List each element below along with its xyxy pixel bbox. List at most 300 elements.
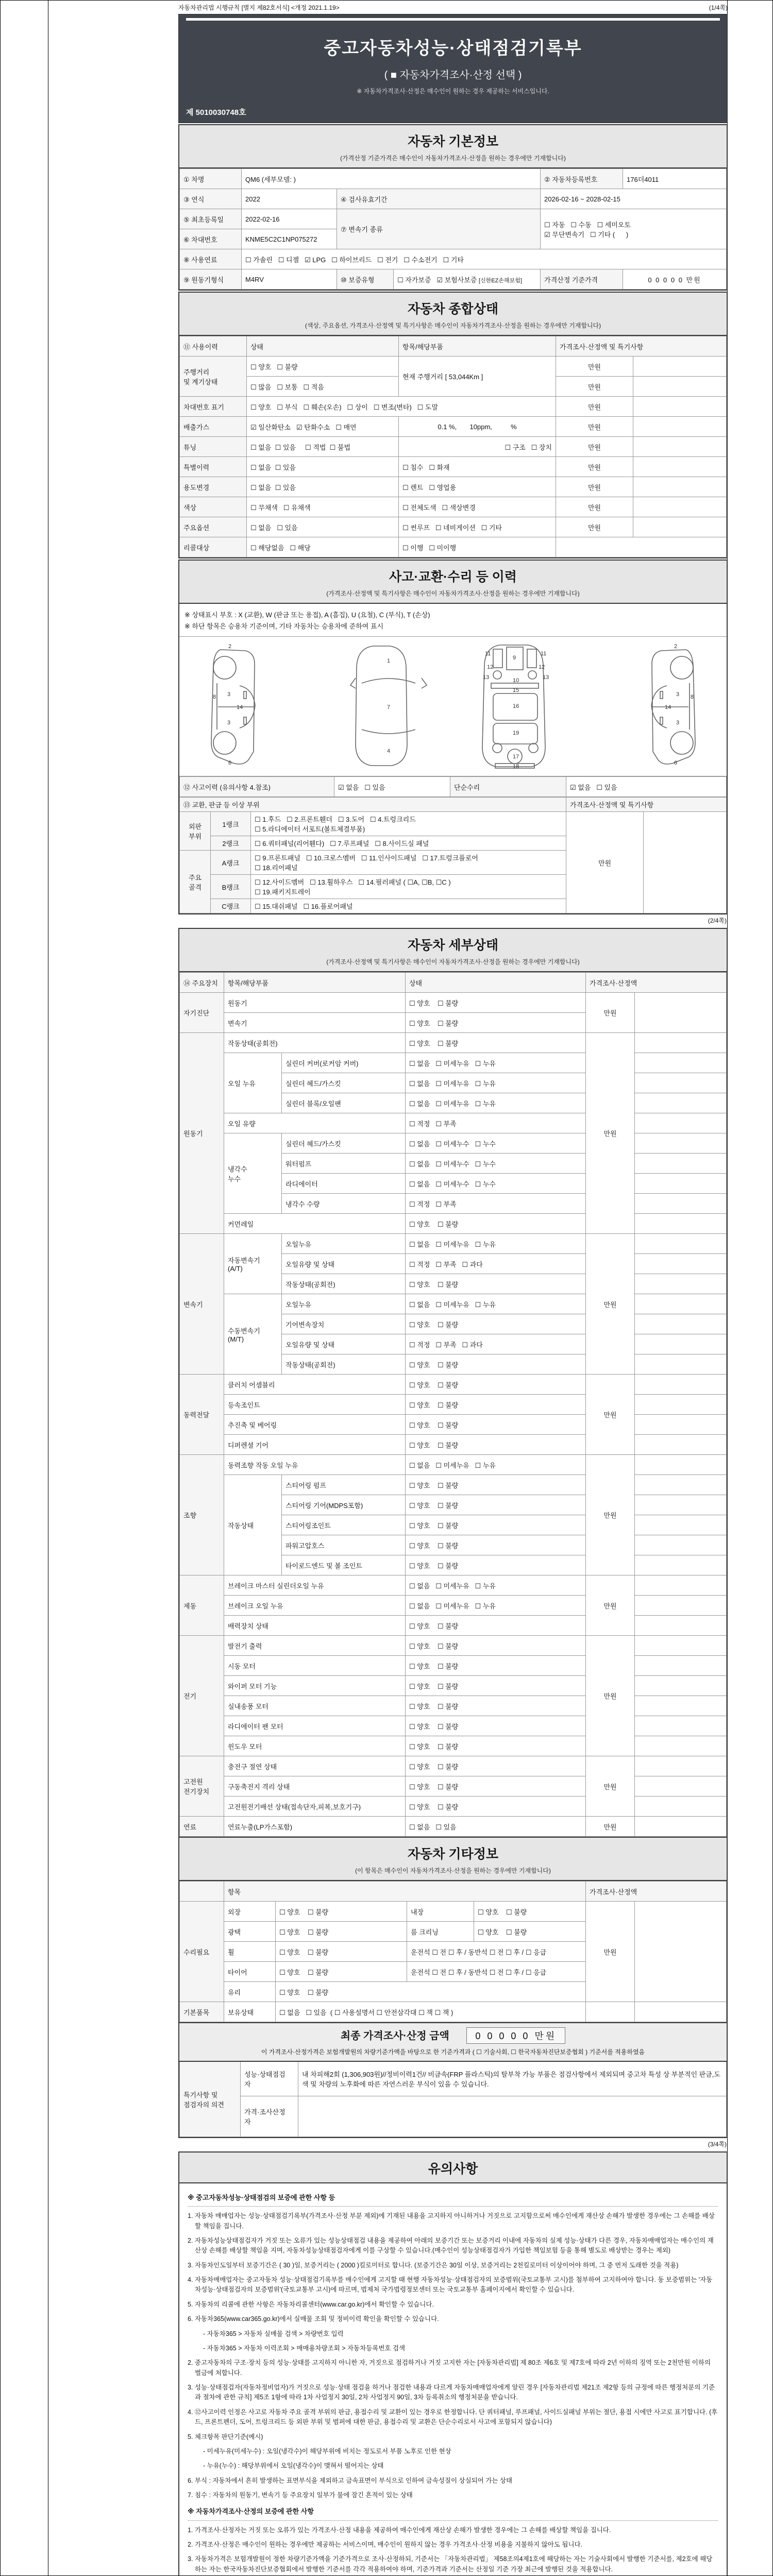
- steering-work-label: 작동상태: [224, 1475, 282, 1575]
- price-cell: 만원: [586, 1234, 635, 1375]
- document-subtitle: ( ■ 자동차가격조사·산정 선택 ): [384, 70, 522, 81]
- detail-state-title: 자동차 세부상태: [408, 938, 498, 953]
- repair-wheel: 휠: [224, 1942, 276, 1962]
- main-option-options[interactable]: ☐ 없음 ☐ 있음: [247, 517, 399, 537]
- page-marker-3: (3/4쪽): [708, 2141, 727, 2148]
- notice-item: 7. 침수 : 자동차의 원동기, 변속기 등 주요장치 일부가 물에 잠긴 흔적이 있는 상태: [188, 2492, 413, 2499]
- electric-r2-options[interactable]: ☐ 양호 ☐ 불량: [406, 1656, 586, 1676]
- selfdiag-engine: 원동기: [224, 993, 406, 1013]
- special-history-options[interactable]: ☐ 없음 ☐ 있음: [247, 457, 399, 477]
- steering-w1-options[interactable]: ☐ 양호 ☐ 불량: [406, 1475, 586, 1495]
- engine-oil3-options[interactable]: ☐ 없음 ☐ 미세누유 ☐ 누유: [406, 1093, 586, 1113]
- simple-repair-options[interactable]: ☑ 없음 ☐ 있음: [566, 777, 727, 797]
- power-r4: 디퍼렌셜 기어: [224, 1435, 406, 1455]
- engine-cool1-options[interactable]: ☐ 없음 ☐ 미세누수 ☐ 누수: [406, 1133, 586, 1154]
- svg-text:12: 12: [486, 664, 493, 670]
- detail-col-price: 가격조사·산정액: [586, 973, 727, 993]
- rankB-options[interactable]: [251, 875, 566, 899]
- simple-repair-label: 단순수리: [450, 777, 566, 797]
- price-cell: 만원: [586, 993, 635, 1033]
- highvolt-r3-options[interactable]: ☐ 양호 ☐ 불량: [406, 1797, 586, 1817]
- remarks-cell: [635, 1535, 727, 1555]
- notice-item: 6. 부식 : 자동차에서 흔히 발생하는 표면부식을 제외하고 금속표면이 부식으로 인하여 금속성질이 상실되어 가는 상태: [188, 2477, 513, 2484]
- row-vin-mark-label: 차대번호 표기: [180, 397, 247, 417]
- remarks-cell: [635, 1636, 727, 1656]
- remarks-cell: [635, 1053, 727, 1073]
- page-marker-2: (2/4쪽): [708, 917, 727, 924]
- remarks-cell: [635, 1495, 727, 1515]
- remarks-cell: [635, 1093, 727, 1113]
- notice-item: 3. 성능·상태점검자(자동차정비업자)가 거짓으로 성능·상태 점검을 하거나 점검한 내용과 다르게 자동차매매업자에게 알린 경우 [자동차관리법 제21조 제2항 등의 규정에 따른 행정처분의 기준과 절차에 관한 규칙] 제5조 1항에 따라 1차 사업정지 30일, 2차 사업정지 90일, 3차 등록취소의 행정처분을 받습니다.: [188, 2384, 715, 2401]
- notice-subitem: - 누유(누수) : 해당부위에서 오일(냉각수)이 맺혀서 떨어지는 상태: [203, 2462, 384, 2470]
- selfdiag-trans-options[interactable]: ☐ 양호 ☐ 불량: [406, 1013, 586, 1033]
- final-price-value: 0 0 0 0 0 만원: [466, 2027, 565, 2044]
- col-item-part: 항목/해당부품: [399, 336, 556, 357]
- field-validity-label: ④ 검사유효기간: [337, 189, 541, 209]
- field-warranty-label: ⑩ 보증유형: [337, 269, 394, 290]
- price-cell: 만원: [586, 1756, 635, 1817]
- notice-item: 5. 체크항목 판단기준(예시): [188, 2433, 263, 2441]
- base-price-label: 가격산정 기준가격: [541, 269, 623, 290]
- field-vin-label: ⑥ 차대번호: [180, 229, 242, 249]
- repair-wheel-positions[interactable]: 운전석 ☐ 전 ☐ 후 / 동반석 ☐ 전 ☐ 후 / ☐ 응급: [407, 1942, 586, 1962]
- remarks-cell: [635, 1776, 727, 1797]
- special-history-item-options[interactable]: ☐ 침수 ☐ 화재: [399, 457, 556, 477]
- remarks-cell: [635, 1113, 727, 1133]
- svg-text:3: 3: [676, 720, 679, 726]
- remarks-cell: [635, 1817, 727, 1837]
- notice-item: 3. 자동차인도일부터 보증기간은 ( 30 )일, 보증거리는 ( 2000 )킬로미터로 합니다. (보증기간은 30일 이상, 보증거리는 2천킬로미터 이상이어야 하며, 그 중 먼저 도래한 것을 적용): [188, 2261, 679, 2269]
- field-engine-type-value: M4RV: [242, 269, 337, 290]
- page-marker-1: (1/4쪽): [709, 4, 728, 11]
- svg-text:15: 15: [512, 687, 519, 693]
- fuel-options[interactable]: ☐ 가솔린 ☐ 디젤 ☑ LPG ☐ 하이브리드 ☐ 전기 ☐ 수소전기 ☐ 기타: [242, 249, 727, 269]
- group-fuel: 연료: [180, 1817, 224, 1837]
- brake-r3: 배력장치 상태: [224, 1616, 406, 1636]
- remarks-cell: [635, 1435, 727, 1455]
- field-year-label: ③ 연식: [180, 189, 242, 209]
- precautions-title: 유의사항: [428, 2162, 478, 2176]
- svg-text:9: 9: [512, 655, 516, 661]
- remarks-cell: [635, 1515, 727, 1535]
- engine-oil-leak-label: 오일 누유: [224, 1053, 282, 1113]
- fuel-r1-options[interactable]: ☐ 없음 ☐ 있음: [406, 1817, 586, 1837]
- etc-info-table: [179, 1881, 727, 2022]
- engine-common-rail-options[interactable]: ☐ 양호 ☐ 불량: [406, 1214, 586, 1234]
- accident-history-options[interactable]: ☑ 없음 ☐ 있음: [334, 777, 450, 797]
- recall-options[interactable]: ☐ 해당없음 ☐ 해당: [247, 537, 399, 557]
- svg-text:8: 8: [690, 694, 694, 700]
- notice-item: 1. 자동차 매매업자는 성능·상태점검기록부(가격조사·산정 부분 제외)에 기재된 내용을 고지하지 아니하거나 거짓으로 고지함으로써 매수인에게 재산상 손해가 발생한 경우에는 그 손해를 배상할 책임을 집니다.: [188, 2212, 715, 2230]
- remarks-cell: [635, 1214, 727, 1234]
- repair-wheel-options[interactable]: ☐ 양호 ☐ 불량: [276, 1942, 407, 1962]
- group-electric: 전기: [180, 1636, 224, 1756]
- car-damage-diagrams: [179, 637, 727, 776]
- electric-r6-options[interactable]: ☐ 양호 ☐ 불량: [406, 1736, 586, 1756]
- use-change-options[interactable]: ☐ 없음 ☐ 있음: [247, 477, 399, 497]
- price-cell: 만원: [556, 377, 633, 397]
- section-precautions: [178, 2151, 728, 2576]
- group-powertrain: 동력전달: [180, 1375, 224, 1455]
- rankC-options[interactable]: ☐ 15.대쉬패널 ☐ 16.플로어패널: [251, 899, 566, 913]
- emission-values: 0.1 %, 10ppm, %: [399, 417, 556, 437]
- svg-text:11: 11: [540, 651, 546, 657]
- highvolt-r3: 고전원전기배선 상태(접속단자,피복,보호기구): [224, 1797, 406, 1817]
- mileage-state-options[interactable]: ☐ 양호 ☐ 불량: [247, 357, 399, 377]
- remarks-cell: [633, 497, 727, 517]
- engine-cool2-options[interactable]: ☐ 없음 ☐ 미세누수 ☐ 누수: [406, 1154, 586, 1174]
- electric-r5: 라디에이터 팬 모터: [224, 1716, 406, 1736]
- field-car-name-label: ① 차명: [180, 169, 242, 189]
- field-vin-value: KNME5C2C1NP075272: [242, 229, 337, 249]
- price-cell: 만원: [556, 477, 633, 497]
- row-emission-label: 배출가스: [180, 417, 247, 437]
- trans-mt1: 오일누유: [282, 1294, 406, 1314]
- emission-options[interactable]: ☑ 일산화탄소 ☑ 탄화수소 ☐ 매연: [247, 417, 399, 437]
- power-r4-options[interactable]: ☐ 양호 ☐ 불량: [406, 1435, 586, 1455]
- steering-r1: 동력조향 작동 오일 누유: [224, 1455, 406, 1475]
- price-cell: 만원: [586, 1375, 635, 1455]
- detail-col-item: 항목/해당부품: [224, 973, 406, 993]
- repair-polish-options[interactable]: ☐ 양호 ☐ 불량: [276, 1922, 407, 1942]
- power-r3-options[interactable]: ☐ 양호 ☐ 불량: [406, 1415, 586, 1435]
- steering-w1: 스티어링 펌프: [282, 1475, 406, 1495]
- remarks-cell: [633, 417, 727, 437]
- remarks-cell: [633, 357, 727, 377]
- electric-r4-options[interactable]: ☐ 양호 ☐ 불량: [406, 1696, 586, 1716]
- svg-text:4: 4: [386, 748, 390, 754]
- svg-text:14: 14: [664, 704, 671, 710]
- field-first-reg-value: 2022-02-16: [242, 209, 337, 229]
- price-cell: 만원: [586, 1575, 635, 1636]
- steering-r1-options[interactable]: ☐ 없음 ☐ 미세누유 ☐ 누유: [406, 1455, 586, 1475]
- vin-mark-options[interactable]: ☐ 양호 ☐ 부식 ☐ 훼손(오손) ☐ 상이 ☐ 변조(변타) ☐ 도말: [247, 397, 556, 417]
- brake-r3-options[interactable]: ☐ 양호 ☐ 불량: [406, 1616, 586, 1636]
- accident-history-note: (가격조사·산정액 및 특기사항은 매수인이 자동차가격조사·산정을 원하는 경우에만 기재합니다): [326, 590, 580, 597]
- brake-r1: 브레이크 마스터 실린더오일 누유: [224, 1575, 406, 1596]
- group-repair-needed: 수리필요: [180, 1902, 224, 2002]
- row-mileage-label: 주행거리 및 계기상태: [180, 357, 247, 397]
- document-number: 제 5010030748호: [186, 108, 246, 117]
- highvolt-r1: 충전구 절연 상태: [224, 1756, 406, 1776]
- remarks-cell: [635, 1656, 727, 1676]
- repair-interior: 내장: [407, 1902, 474, 1922]
- rank1-options[interactable]: [251, 812, 566, 836]
- steering-w2-options[interactable]: ☐ 양호 ☐ 불량: [406, 1495, 586, 1515]
- warranty-options-text[interactable]: ☐ 자가보증 ☑ 보험사보증: [397, 276, 477, 284]
- trans-mt3: 오일유량 및 상태: [282, 1334, 406, 1354]
- etc-col-item: 항목: [224, 1882, 586, 1902]
- precautions-body: [179, 2183, 727, 2576]
- rankA-options-line1[interactable]: ☐ 9.프론트패널 ☐ 10.크로스멤버 ☐ 11.인사이드패널 ☐ 17.트렁크플로어: [255, 854, 478, 862]
- rank-price-header: 가격조사·산정액 및 특기사항: [566, 798, 727, 812]
- power-r2: 등속조인트: [224, 1395, 406, 1415]
- row-use-change-label: 용도변경: [180, 477, 247, 497]
- engine-cool4: 냉각수 수량: [282, 1194, 406, 1214]
- remarks-cell: [635, 1354, 727, 1375]
- engine-idle-options[interactable]: ☐ 양호 ☐ 불량: [406, 1033, 586, 1053]
- trans-at2: 오일유량 및 상태: [282, 1254, 406, 1274]
- selfdiag-trans: 변속기: [224, 1013, 406, 1033]
- notice-subitem: - 자동차365 > 자동차 실매물 검색 > 차량번호 입력: [203, 2330, 344, 2337]
- rank1-options-line2[interactable]: ☐ 5.라디에이터 서포트(볼트체결부품): [255, 825, 365, 833]
- repair-tire-options[interactable]: ☐ 양호 ☐ 불량: [276, 1962, 407, 1982]
- electric-r5-options[interactable]: ☐ 양호 ☐ 불량: [406, 1716, 586, 1736]
- electric-r2: 시동 모터: [224, 1656, 406, 1676]
- svg-text:16: 16: [512, 703, 519, 709]
- remarks-cell: [635, 1154, 727, 1174]
- rank2-options[interactable]: ☐ 6.쿼터패널(리어휀다) ☐ 7.루프패널 ☐ 8.사이드실 패널: [251, 836, 566, 851]
- transmission-options-line2[interactable]: ☑ 무단변속기 ☐ 기타 ( ): [544, 230, 629, 239]
- trans-mt-label: 수동변속기 (M/T): [224, 1294, 282, 1375]
- section-detail-state: [178, 928, 728, 2138]
- steering-w3-options[interactable]: ☐ 양호 ☐ 불량: [406, 1515, 586, 1535]
- col-state: 상태: [247, 336, 399, 357]
- remarks-cell: [635, 993, 727, 1033]
- power-r3: 추진축 및 베어링: [224, 1415, 406, 1435]
- electric-r1-options[interactable]: ☐ 양호 ☐ 불량: [406, 1636, 586, 1656]
- remarks-cell: [635, 1716, 727, 1736]
- tuning-item-options[interactable]: ☐ 구조 ☐ 장치: [399, 437, 556, 457]
- steering-w5-options[interactable]: ☐ 양호 ☐ 불량: [406, 1555, 586, 1575]
- notice-item: 2. 중고자동차의 구조·장치 등의 성능·상태를 고지하지 아니한 자, 거짓으로 점검하거나 거짓 고지한 자는 [자동차관리법] 제 80조 제6호 및 제7호에 따라 2년 이하의 징역 또는 2천만원 이하의 벌금에 처합니다.: [188, 2359, 711, 2377]
- rankA-options[interactable]: [251, 851, 566, 875]
- price-cell: 만원: [556, 497, 633, 517]
- precautions-group1-title: ※ 중고자동차성능·상태점검의 보증에 관한 사항 등: [188, 2193, 718, 2207]
- price-cell: 만원: [556, 417, 633, 437]
- notice-item: 3. 자동차가격은 보험개발원이 정한 차량기준가액을 기준가격으로 조사·산정하되, 기준서는 「자동차관리법」 제58조의4제1호에 해당하는 자는 기술사회에서 발행한 기준서를, 제2호에 해당하는 자는 한국자동차진단보증협회에서 발행한 기준서를 각각 적용하여야 하며, 기준가격과 기준서는 산정일 기준 가장 최근에 발행된 것을 적용합니다.: [188, 2555, 713, 2573]
- engine-cool4-options[interactable]: ☐ 적정 ☐ 부족: [406, 1194, 586, 1214]
- detail-col-device: ⑭ 주요장치: [180, 973, 224, 993]
- repair-polish: 광택: [224, 1922, 276, 1942]
- repair-tire: 타이어: [224, 1962, 276, 1982]
- remarks-cell: [633, 397, 727, 417]
- rankB-label: B랭크: [211, 875, 251, 899]
- transmission-options[interactable]: [541, 209, 727, 249]
- base-price-value: 0 0 0 0 0 만원: [623, 269, 727, 290]
- brake-r2: 브레이크 오일 누유: [224, 1596, 406, 1616]
- power-r2-options[interactable]: ☐ 양호 ☐ 불량: [406, 1395, 586, 1415]
- engine-oil3: 실린더 블록/오일팬: [282, 1093, 406, 1113]
- trans-mt4: 작동상태(공회전): [282, 1354, 406, 1375]
- svg-text:1: 1: [386, 658, 390, 664]
- title-band: [178, 14, 728, 123]
- svg-text:18: 18: [512, 764, 519, 770]
- svg-text:19: 19: [512, 730, 519, 736]
- row-tuning-label: 튜닝: [180, 437, 247, 457]
- engine-oil-qty-options[interactable]: ☐ 적정 ☐ 부족: [406, 1113, 586, 1133]
- repair-tire-positions[interactable]: 운전석 ☐ 전 ☐ 후 / 동반석 ☐ 전 ☐ 후 / ☐ 응급: [407, 1962, 586, 1982]
- car-diagram-side-right: [591, 642, 714, 771]
- engine-oil2-options[interactable]: ☐ 없음 ☐ 미세누유 ☐ 누유: [406, 1073, 586, 1093]
- svg-text:2: 2: [674, 643, 677, 650]
- transmission-options-line1[interactable]: ☐ 자동 ☐ 수동 ☐ 세미오토: [544, 221, 631, 229]
- field-first-reg-label: ⑤ 최초등록일: [180, 209, 242, 229]
- row-special-history-label: 특별이력: [180, 457, 247, 477]
- highvolt-r2-options[interactable]: ☐ 양호 ☐ 불량: [406, 1776, 586, 1797]
- main-frame-label: 주요 골격: [180, 851, 211, 913]
- state-code-legend-line1: ※ 상태표시 부호 : X (교환), W (판금 또는 용접), A (흠집), U (요철), C (부식), T (손상): [184, 611, 430, 619]
- repair-glass-options[interactable]: ☐ 양호 ☐ 불량: [276, 1982, 586, 2002]
- color-item-options[interactable]: ☐ 전체도색 ☐ 색상변경: [399, 497, 556, 517]
- highvolt-r1-options[interactable]: ☐ 양호 ☐ 불량: [406, 1756, 586, 1776]
- remarks-cell: [635, 1555, 727, 1575]
- electric-r6: 윈도우 모터: [224, 1736, 406, 1756]
- engine-cool3: 라디에이터: [282, 1174, 406, 1194]
- basic-items-options[interactable]: ☐ 없음 ☐ 있음 ( ☐ 사용설명서 ☐ 안전삼각대 ☐ 잭 ☐ 잭 ): [276, 2002, 586, 2022]
- field-car-name-value: QM6 (세부모델: ): [242, 169, 541, 189]
- trans-at1: 오일누유: [282, 1234, 406, 1254]
- main-option-item-options[interactable]: ☐ 썬루프 ☐ 네비게이션 ☐ 기타: [399, 517, 556, 537]
- section-basic-info: [178, 124, 728, 291]
- rankA-label: A랭크: [211, 851, 251, 875]
- panel-rank-table: [179, 797, 727, 913]
- price-cell: 만원: [586, 1817, 635, 1837]
- color-options[interactable]: ☐ 무채색 ☐ 유채색: [247, 497, 399, 517]
- warranty-insurer: [신한EZ손해보험]: [479, 277, 522, 284]
- remarks-cell: [635, 1375, 727, 1395]
- remarks-cell: [635, 1274, 727, 1294]
- basic-info-note: (가격산정 기준가격은 매수인이 자동차가격조사·산정을 원하는 경우에만 기재합니다): [340, 155, 566, 162]
- rank-price-cell: 만원: [566, 812, 644, 913]
- group-basic-items: 기본품목: [180, 2002, 224, 2022]
- final-price-note: 이 가격조사·산정가격은 보험개발원의 차량기준가액을 바탕으로 한 기준가격과 ( ☐ 기술사회, ☐ 한국자동차진단보증협회 ) 기준서를 적용하였음: [261, 2048, 645, 2056]
- svg-text:7: 7: [386, 704, 390, 710]
- rankA-options-line2[interactable]: ☐ 18.리어패널: [255, 864, 298, 872]
- svg-text:10: 10: [512, 677, 519, 684]
- remarks-cell: [635, 1133, 727, 1154]
- trans-mt2-options[interactable]: ☐ 양호 ☐ 불량: [406, 1314, 586, 1334]
- repair-glass: 유리: [224, 1982, 276, 2002]
- svg-text:13: 13: [542, 674, 549, 681]
- remarks-cell: [635, 1294, 727, 1314]
- final-price-band: [179, 2022, 727, 2061]
- trans-at2-options[interactable]: ☐ 적정 ☐ 부족 ☐ 과다: [406, 1254, 586, 1274]
- mileage-amount-options[interactable]: ☐ 많음 ☐ 보통 ☐ 적음: [247, 377, 399, 397]
- car-diagram-top: [337, 642, 440, 771]
- remarks-cell: [635, 1455, 727, 1475]
- rankB-options-line2[interactable]: ☐ 19.패키지트레이: [255, 888, 311, 896]
- trans-mt1-options[interactable]: ☐ 없음 ☐ 미세누유 ☐ 누유: [406, 1294, 586, 1314]
- price-cell: 만원: [586, 1902, 635, 2002]
- remarks-cell: [635, 1696, 727, 1716]
- remarks-cell: [635, 1395, 727, 1415]
- svg-text:6: 6: [228, 760, 231, 766]
- electric-r3-options[interactable]: ☐ 양호 ☐ 불량: [406, 1676, 586, 1696]
- remarks-cell: [635, 1575, 727, 1596]
- etc-info-title: 자동차 기타정보: [408, 1847, 498, 1861]
- trans-at3: 작동상태(공회전): [282, 1274, 406, 1294]
- section-accident-history: [178, 560, 728, 914]
- power-r1-options[interactable]: ☐ 양호 ☐ 불량: [406, 1375, 586, 1395]
- steering-w4: 파워고압호스: [282, 1535, 406, 1555]
- trans-at3-options[interactable]: ☐ 양호 ☐ 불량: [406, 1274, 586, 1294]
- recall-item-options[interactable]: ☐ 이행 ☐ 미이행: [399, 537, 556, 557]
- remarks-cell: [635, 1073, 727, 1093]
- remarks-cell: [633, 517, 727, 537]
- detail-state-note: (가격조사·산정액 및 특기사항은 매수인이 자동차가격조사·산정을 원하는 경우에만 기재합니다): [326, 958, 580, 965]
- engine-cool2: 워터펌프: [282, 1154, 406, 1174]
- engine-common-rail: 커먼레일: [224, 1214, 406, 1234]
- document-note: ※ 자동차가격조사·산정은 매수인이 원하는 경우 제공하는 서비스입니다.: [357, 88, 549, 95]
- tuning-options[interactable]: ☐ 없음 ☐ 있음 ☐ 적법 ☐ 불법: [247, 437, 399, 457]
- precautions-group2-title: ※ 자동차가격조사·산정의 보증에 관한 사항: [188, 2506, 718, 2520]
- remarks-cell: [635, 1475, 727, 1495]
- svg-text:8: 8: [212, 694, 216, 700]
- brake-r2-options[interactable]: ☐ 없음 ☐ 미세누유 ☐ 누유: [406, 1596, 586, 1616]
- warranty-options[interactable]: [394, 269, 541, 290]
- remarks-cell: [633, 377, 727, 397]
- remarks-cell: [635, 1736, 727, 1756]
- remarks-cell: [635, 1254, 727, 1274]
- svg-text:3: 3: [676, 691, 679, 698]
- basic-info-table: [179, 168, 727, 290]
- engine-oil2: 실린더 헤드/가스킷: [282, 1073, 406, 1093]
- repair-roomclean: 룸 크리닝: [407, 1922, 474, 1942]
- accident-history-title: 사고·교환·수리 등 이력: [389, 570, 517, 584]
- repair-interior-options[interactable]: ☐ 양호 ☐ 불량: [474, 1902, 586, 1922]
- rank1-label: 1랭크: [211, 812, 251, 836]
- detail-state-table: [179, 972, 727, 1837]
- notice-item: 6. 자동차365(www.car365.go.kr)에서 실매물 조회 및 정비이력 확인을 확인할 수 있습니다.: [188, 2315, 439, 2323]
- notice-subitem: - 자동차365 > 자동차 이력조회 > 매매용차량조회 > 자동차등록번호 검색: [203, 2344, 406, 2352]
- trans-at1-options[interactable]: ☐ 없음 ☐ 미세누유 ☐ 누유: [406, 1234, 586, 1254]
- electric-r4: 실내송풍 모터: [224, 1696, 406, 1716]
- selfdiag-engine-options[interactable]: ☐ 양호 ☐ 불량: [406, 993, 586, 1013]
- group-highvolt: 고전원 전기장치: [180, 1756, 224, 1817]
- price-cell: 만원: [556, 437, 633, 457]
- row-recall-label: 리콜대상: [180, 537, 247, 557]
- car-diagram-bottom: [461, 642, 569, 771]
- use-change-item-options[interactable]: ☐ 렌트 ☐ 영업용: [399, 477, 556, 497]
- rankB-options-line1[interactable]: ☐ 12.사이드멤버 ☐ 13.휠하우스 ☐ 14.필러패널 ( ☐A, ☐B, ☐C ): [255, 878, 451, 886]
- row-color-label: 색상: [180, 497, 247, 517]
- svg-text:6: 6: [674, 760, 677, 766]
- engine-oil-qty: 오일 유량: [224, 1113, 406, 1133]
- svg-text:2: 2: [228, 643, 231, 650]
- etc-col-price: 가격조사·산정액: [586, 1882, 727, 1902]
- section-overall-state: [178, 292, 728, 558]
- rank1-options-line1[interactable]: ☐ 1.후드 ☐ 2.프론트휀더 ☐ 3.도어 ☐ 4.트렁크리드: [255, 816, 416, 823]
- document-title: 중고자동차성능·상태점검기록부: [324, 39, 582, 58]
- repair-exterior-options[interactable]: ☐ 양호 ☐ 불량: [276, 1902, 407, 1922]
- remarks-cell: [635, 1033, 727, 1053]
- steering-w4-options[interactable]: ☐ 양호 ☐ 불량: [406, 1535, 586, 1555]
- rankC-label: C랭크: [211, 899, 251, 913]
- etc-col-spacer: [180, 1882, 224, 1902]
- svg-text:3: 3: [227, 691, 230, 698]
- opinions-label: 특기사항 및 점검자의 의견: [180, 2061, 241, 2137]
- abnormal-parts-label: ⑬ 교환, 판금 등 이상 부위: [180, 798, 566, 812]
- form-rule-reference: 자동차관리법 시행규칙 [별지 제82호서식] <개정 2021.1.19>: [178, 4, 340, 11]
- current-mileage: 현재 주행거리 [ 53,044Km ]: [399, 357, 556, 397]
- brake-r1-options[interactable]: ☐ 없음 ☐ 미세누유 ☐ 누유: [406, 1575, 586, 1596]
- repair-roomclean-options[interactable]: ☐ 양호 ☐ 불량: [474, 1922, 586, 1942]
- engine-cool3-options[interactable]: ☐ 없음 ☐ 미세누수 ☐ 누수: [406, 1174, 586, 1194]
- price-cell: 만원: [556, 397, 633, 417]
- detail-col-state: 상태: [406, 973, 586, 993]
- power-r1: 클러치 어셈블리: [224, 1375, 406, 1395]
- trans-mt3-options[interactable]: ☐ 적정 ☐ 부족 ☐ 과다: [406, 1334, 586, 1354]
- engine-oil1-options[interactable]: ☐ 없음 ☐ 미세누유 ☐ 누유: [406, 1053, 586, 1073]
- notice-subitem: - 미세누유(미세누수) : 오일(냉각수)이 해당부위에 비치는 정도로서 부품 노후로 인한 현상: [203, 2447, 451, 2455]
- appraiser-opinion-text: [298, 2096, 727, 2137]
- remarks-cell: [635, 1756, 727, 1776]
- price-cell: [586, 2002, 635, 2022]
- trans-mt4-options[interactable]: ☐ 양호 ☐ 불량: [406, 1354, 586, 1375]
- notice-item: 2. 자동차성능상태점검자가 거짓 또는 오류가 있는 성능상태점검 내용을 제공하여 아래의 보증기간 또는 보증거리 이내에 자동차의 실제 성능·상태가 다른 경우, 자동차매매업자는 매수인의 재산상 손해를 배상할 책임을 지며, 자동차성능상태점검자에게 이를 구상할 수 있습니다.(매수인이 성능상태점검자가 가입한 책임보험 등을 통해 별도로 배상받는 경우는 제외): [188, 2236, 714, 2255]
- svg-text:14: 14: [236, 704, 243, 710]
